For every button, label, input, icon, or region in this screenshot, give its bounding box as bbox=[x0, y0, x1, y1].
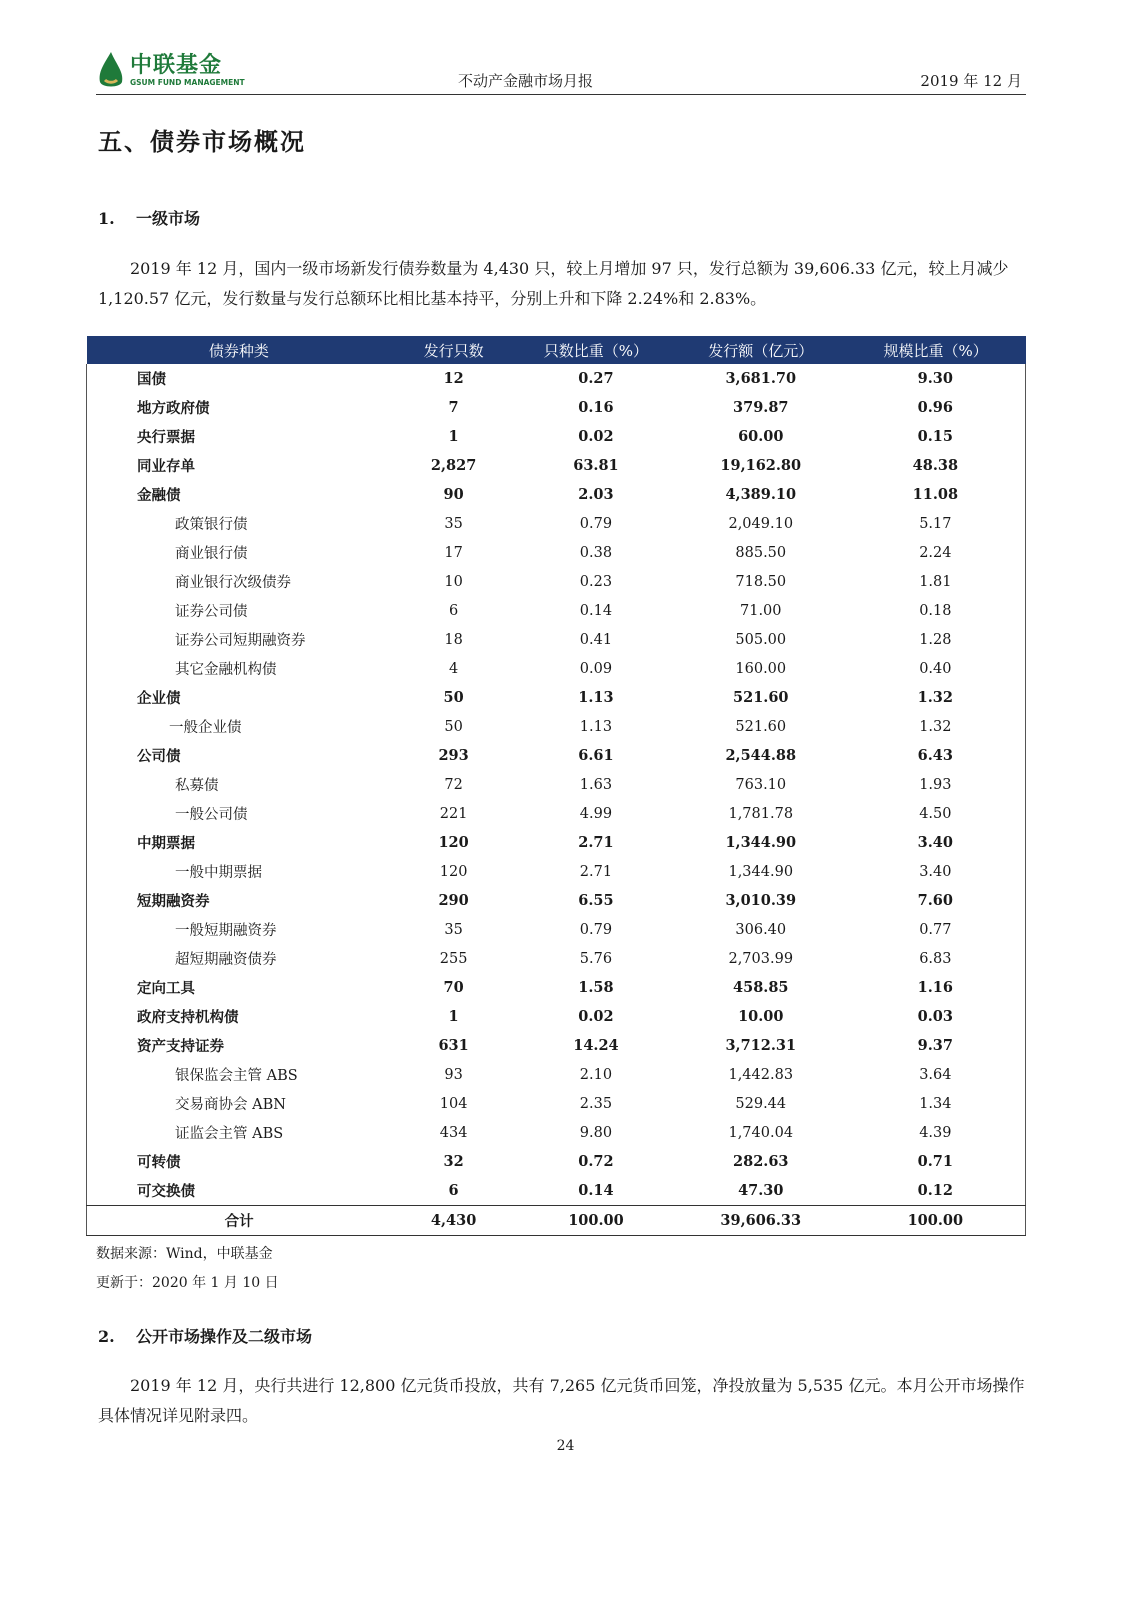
section-title: 五、债券市场概况 bbox=[98, 127, 306, 156]
data-source-note: 数据来源：Wind，中联基金 bbox=[96, 1246, 273, 1262]
cell-issue-amount: 885.50 bbox=[735, 544, 787, 561]
cell-issue-count: 6 bbox=[448, 602, 459, 619]
cell-amount-pct: 6.83 bbox=[919, 950, 952, 967]
cell-bond-type: 商业银行债 bbox=[175, 546, 248, 562]
cell-issue-count: 1 bbox=[448, 1008, 459, 1025]
cell-count-pct: 0.02 bbox=[578, 1008, 614, 1025]
cell-bond-type: 银保监会主管 ABS bbox=[175, 1068, 298, 1084]
cell-amount-pct: 0.15 bbox=[917, 428, 953, 445]
cell-count-pct: 0.14 bbox=[578, 1182, 614, 1199]
cell-issue-count: 290 bbox=[438, 892, 469, 909]
table-row bbox=[87, 451, 1026, 480]
cell-count-pct: 0.09 bbox=[579, 660, 613, 677]
cell-issue-amount: 2,049.10 bbox=[728, 515, 794, 532]
page-header bbox=[96, 42, 1026, 95]
cell-amount-pct: 4.50 bbox=[919, 805, 952, 822]
table-row bbox=[87, 683, 1026, 712]
cell-amount-pct: 1.32 bbox=[919, 718, 952, 735]
table-row bbox=[87, 480, 1026, 509]
page-number: 24 bbox=[556, 1438, 575, 1454]
update-date-note: 更新于：2020 年 1 月 10 日 bbox=[96, 1275, 279, 1291]
cell-amount-pct: 0.96 bbox=[917, 399, 953, 416]
cell-amount-pct: 1.28 bbox=[919, 631, 952, 648]
table-row bbox=[87, 741, 1026, 770]
cell-issue-amount: 71.00 bbox=[740, 602, 782, 619]
cell-issue-count: 120 bbox=[439, 863, 468, 880]
table-row bbox=[87, 1060, 1026, 1089]
cell-bond-type: 证券公司债 bbox=[175, 604, 248, 620]
paragraph-open-market: 2019 年 12 月，央行共进行 12,800 亿元货币投放，共有 7,265 亿元货币回笼，净投放量为 5,535 亿元。本月公开市场操作具体情况详见附录四。 bbox=[98, 1376, 1025, 1425]
cell-bond-type: 定向工具 bbox=[137, 980, 195, 997]
cell-issue-amount: 529.44 bbox=[735, 1095, 787, 1112]
table-row bbox=[87, 1089, 1026, 1118]
cell-issue-amount: 47.30 bbox=[738, 1182, 784, 1199]
cell-count-pct: 2.03 bbox=[578, 486, 614, 503]
cell-issue-count: 2,827 bbox=[430, 457, 477, 474]
column-header-amount: 发行额（亿元） bbox=[676, 336, 846, 364]
table-row bbox=[87, 393, 1026, 422]
cell-issue-count: 35 bbox=[444, 515, 463, 532]
cell-count-pct: 6.55 bbox=[578, 892, 614, 909]
cell-count-pct: 0.16 bbox=[578, 399, 614, 416]
cell-count-pct: 0.02 bbox=[578, 428, 614, 445]
cell-issue-amount: 3,010.39 bbox=[725, 892, 797, 909]
cell-issue-amount: 505.00 bbox=[735, 631, 787, 648]
paragraph-primary-market: 2019 年 12 月，国内一级市场新发行债券数量为 4,430 只，较上月增加 97 只，发行总额为 39,606.33 亿元，较上月减少 1,120.57 亿元，发行数量与发行总额环比相比基本持平，分别上升和下降 2.24%和 2.83%。 bbox=[98, 259, 1009, 308]
cell-count-pct: 0.79 bbox=[579, 921, 613, 938]
cell-count-pct: 1.13 bbox=[578, 689, 614, 706]
cell-amount-pct: 48.38 bbox=[912, 457, 959, 474]
cell-issue-count: 6 bbox=[448, 1182, 459, 1199]
cell-issue-amount: 3,712.31 bbox=[725, 1037, 797, 1054]
cell-issue-count-total: 4,430 bbox=[391, 1206, 516, 1236]
table-row bbox=[87, 596, 1026, 625]
cell-issue-count: 631 bbox=[438, 1037, 469, 1054]
cell-bond-type: 私募债 bbox=[175, 778, 219, 794]
cell-amount-pct: 2.24 bbox=[919, 544, 952, 561]
cell-bond-type: 一般企业债 bbox=[169, 720, 242, 736]
cell-bond-type: 其它金融机构债 bbox=[175, 662, 277, 678]
column-header-amount-pct: 规模比重（%） bbox=[846, 336, 1026, 364]
cell-issue-count: 90 bbox=[443, 486, 464, 503]
cell-bond-type: 央行票据 bbox=[137, 429, 195, 446]
cell-bond-type: 证券公司短期融资券 bbox=[175, 633, 306, 649]
cell-issue-count: 17 bbox=[444, 544, 463, 561]
cell-bond-type: 地方政府债 bbox=[137, 400, 210, 417]
table-row bbox=[87, 1118, 1026, 1147]
cell-issue-count: 12 bbox=[443, 370, 464, 387]
cell-count-pct: 2.71 bbox=[579, 863, 613, 880]
cell-count-pct: 0.38 bbox=[579, 544, 613, 561]
cell-issue-amount: 2,544.88 bbox=[725, 747, 797, 764]
cell-issue-amount: 4,389.10 bbox=[725, 486, 797, 503]
cell-amount-pct: 3.40 bbox=[919, 863, 952, 880]
cell-count-pct: 0.27 bbox=[578, 370, 614, 387]
cell-bond-type: 金融债 bbox=[137, 487, 181, 504]
cell-amount-pct: 11.08 bbox=[912, 486, 959, 503]
cell-issue-amount: 160.00 bbox=[735, 660, 787, 677]
cell-bond-type: 可转债 bbox=[137, 1154, 181, 1171]
report-title: 不动产金融市场月报 bbox=[458, 72, 594, 90]
table-total-row bbox=[87, 1206, 1026, 1236]
cell-amount-pct: 6.43 bbox=[917, 747, 953, 764]
table-header-row bbox=[87, 336, 1026, 364]
subsection-title: 一级市场 bbox=[136, 209, 201, 228]
table-row bbox=[87, 886, 1026, 915]
cell-bond-type: 商业银行次级债券 bbox=[175, 575, 291, 591]
cell-bond-type-total: 合计 bbox=[87, 1206, 392, 1236]
cell-count-pct: 1.13 bbox=[579, 718, 613, 735]
cell-issue-amount: 763.10 bbox=[735, 776, 787, 793]
cell-issue-amount: 1,344.90 bbox=[725, 834, 797, 851]
cell-issue-amount: 60.00 bbox=[738, 428, 784, 445]
cell-bond-type: 企业债 bbox=[137, 690, 181, 707]
cell-bond-type: 政府支持机构债 bbox=[137, 1009, 239, 1026]
cell-issue-count: 4 bbox=[448, 660, 459, 677]
cell-bond-type: 公司债 bbox=[137, 748, 181, 765]
logo-chinese-text: 中联基金 bbox=[130, 53, 223, 78]
cell-issue-amount: 458.85 bbox=[733, 979, 789, 996]
cell-issue-amount: 3,681.70 bbox=[725, 370, 797, 387]
cell-count-pct: 0.23 bbox=[579, 573, 613, 590]
cell-count-pct: 0.79 bbox=[579, 515, 613, 532]
cell-count-pct: 1.58 bbox=[578, 979, 614, 996]
cell-issue-count: 50 bbox=[443, 689, 464, 706]
table-row bbox=[87, 654, 1026, 683]
table-row bbox=[87, 1147, 1026, 1176]
cell-count-pct: 9.80 bbox=[579, 1124, 613, 1141]
cell-amount-pct: 0.40 bbox=[919, 660, 952, 677]
cell-issue-amount: 1,344.90 bbox=[728, 863, 794, 880]
cell-bond-type: 可交换债 bbox=[137, 1183, 195, 1200]
cell-amount-pct: 0.03 bbox=[917, 1008, 953, 1025]
table-row bbox=[87, 770, 1026, 799]
cell-amount-pct: 1.16 bbox=[917, 979, 953, 996]
cell-issue-count: 221 bbox=[439, 805, 468, 822]
cell-amount-pct: 0.12 bbox=[917, 1182, 953, 1199]
column-header-type: 债券种类 bbox=[87, 336, 392, 364]
cell-issue-count: 32 bbox=[443, 1153, 464, 1170]
subsection-open-market bbox=[98, 1324, 312, 1347]
cell-count-pct: 4.99 bbox=[579, 805, 613, 822]
cell-issue-amount: 306.40 bbox=[735, 921, 787, 938]
logo-leaf-icon bbox=[96, 50, 126, 90]
cell-amount-pct: 0.18 bbox=[919, 602, 952, 619]
cell-issue-amount: 521.60 bbox=[735, 718, 787, 735]
cell-issue-amount: 1,781.78 bbox=[728, 805, 794, 822]
cell-issue-amount: 718.50 bbox=[735, 573, 787, 590]
cell-amount-pct: 5.17 bbox=[919, 515, 952, 532]
company-logo bbox=[96, 48, 246, 92]
cell-issue-count: 35 bbox=[444, 921, 463, 938]
cell-bond-type: 超短期融资债券 bbox=[175, 952, 277, 968]
subsection-primary-market bbox=[98, 206, 200, 229]
cell-bond-type: 政策银行债 bbox=[175, 517, 248, 533]
cell-bond-type: 一般短期融资券 bbox=[175, 923, 277, 939]
table-row bbox=[87, 944, 1026, 973]
cell-count-pct: 2.10 bbox=[579, 1066, 613, 1083]
cell-bond-type: 交易商协会 ABN bbox=[175, 1097, 286, 1113]
cell-amount-pct: 1.34 bbox=[919, 1095, 952, 1112]
table-row bbox=[87, 1031, 1026, 1060]
cell-issue-count: 255 bbox=[439, 950, 468, 967]
cell-issue-amount: 1,442.83 bbox=[728, 1066, 794, 1083]
table-row bbox=[87, 828, 1026, 857]
table-row bbox=[87, 567, 1026, 596]
cell-amount-pct: 1.93 bbox=[919, 776, 952, 793]
cell-issue-count: 1 bbox=[448, 428, 459, 445]
cell-bond-type: 同业存单 bbox=[137, 458, 195, 475]
cell-issue-amount: 19,162.80 bbox=[720, 457, 802, 474]
cell-issue-amount: 10.00 bbox=[738, 1008, 784, 1025]
table-row bbox=[87, 799, 1026, 828]
column-header-count: 发行只数 bbox=[391, 336, 516, 364]
cell-bond-type: 国债 bbox=[137, 371, 166, 388]
cell-amount-pct: 0.71 bbox=[917, 1153, 953, 1170]
table-row bbox=[87, 422, 1026, 451]
cell-amount-pct-total: 100.00 bbox=[846, 1206, 1026, 1236]
cell-amount-pct: 4.39 bbox=[919, 1124, 952, 1141]
cell-amount-pct: 3.40 bbox=[917, 834, 953, 851]
cell-bond-type: 中期票据 bbox=[137, 835, 195, 852]
cell-count-pct: 0.72 bbox=[578, 1153, 614, 1170]
cell-count-pct: 14.24 bbox=[573, 1037, 619, 1054]
cell-issue-count: 10 bbox=[444, 573, 463, 590]
cell-issue-count: 7 bbox=[448, 399, 459, 416]
column-header-count-pct: 只数比重（%） bbox=[516, 336, 676, 364]
cell-issue-count: 120 bbox=[438, 834, 469, 851]
cell-issue-count: 50 bbox=[444, 718, 463, 735]
cell-amount-pct: 9.30 bbox=[917, 370, 953, 387]
cell-count-pct: 2.71 bbox=[578, 834, 614, 851]
cell-amount-pct: 0.77 bbox=[919, 921, 952, 938]
table-row bbox=[87, 712, 1026, 741]
cell-issue-count: 104 bbox=[439, 1095, 468, 1112]
cell-issue-amount: 521.60 bbox=[733, 689, 789, 706]
cell-count-pct: 2.35 bbox=[579, 1095, 613, 1112]
cell-count-pct: 0.41 bbox=[579, 631, 613, 648]
cell-issue-amount: 1,740.04 bbox=[728, 1124, 794, 1141]
table-row bbox=[87, 915, 1026, 944]
cell-count-pct: 0.14 bbox=[579, 602, 613, 619]
cell-issue-count: 70 bbox=[443, 979, 464, 996]
table-row bbox=[87, 364, 1026, 393]
table-row bbox=[87, 973, 1026, 1002]
cell-bond-type: 证监会主管 ABS bbox=[175, 1126, 284, 1142]
table-row bbox=[87, 857, 1026, 886]
cell-issue-amount: 2,703.99 bbox=[728, 950, 794, 967]
report-date: 2019 年 12 月 bbox=[920, 72, 1022, 90]
table-row bbox=[87, 1002, 1026, 1031]
bond-issuance-table bbox=[86, 336, 1026, 1236]
cell-count-pct: 1.63 bbox=[579, 776, 613, 793]
cell-issue-count: 293 bbox=[438, 747, 469, 764]
cell-issue-amount-total: 39,606.33 bbox=[676, 1206, 846, 1236]
table-row bbox=[87, 1176, 1026, 1206]
cell-count-pct: 5.76 bbox=[579, 950, 613, 967]
subsection-title: 公开市场操作及二级市场 bbox=[136, 1327, 313, 1346]
subsection-number: 1. bbox=[98, 209, 115, 228]
subsection-number: 2. bbox=[98, 1327, 115, 1346]
table-row bbox=[87, 538, 1026, 567]
table-row bbox=[87, 509, 1026, 538]
cell-issue-count: 93 bbox=[444, 1066, 463, 1083]
cell-bond-type: 短期融资券 bbox=[137, 893, 210, 910]
logo-english-text: GSUM FUND MANAGEMENT bbox=[130, 78, 245, 87]
cell-amount-pct: 9.37 bbox=[917, 1037, 953, 1054]
table-row bbox=[87, 625, 1026, 654]
cell-amount-pct: 1.32 bbox=[917, 689, 953, 706]
cell-bond-type: 资产支持证券 bbox=[137, 1038, 224, 1055]
cell-amount-pct: 1.81 bbox=[919, 573, 952, 590]
cell-count-pct-total: 100.00 bbox=[516, 1206, 676, 1236]
cell-bond-type: 一般公司债 bbox=[175, 807, 248, 823]
cell-issue-count: 18 bbox=[444, 631, 463, 648]
cell-issue-count: 434 bbox=[439, 1124, 468, 1141]
table-body bbox=[87, 364, 1026, 1236]
cell-amount-pct: 3.64 bbox=[919, 1066, 952, 1083]
cell-count-pct: 6.61 bbox=[578, 747, 614, 764]
cell-amount-pct: 7.60 bbox=[917, 892, 953, 909]
cell-issue-amount: 282.63 bbox=[733, 1153, 789, 1170]
cell-bond-type: 一般中期票据 bbox=[175, 865, 262, 881]
cell-issue-count: 72 bbox=[444, 776, 463, 793]
cell-issue-amount: 379.87 bbox=[733, 399, 789, 416]
cell-count-pct: 63.81 bbox=[573, 457, 619, 474]
